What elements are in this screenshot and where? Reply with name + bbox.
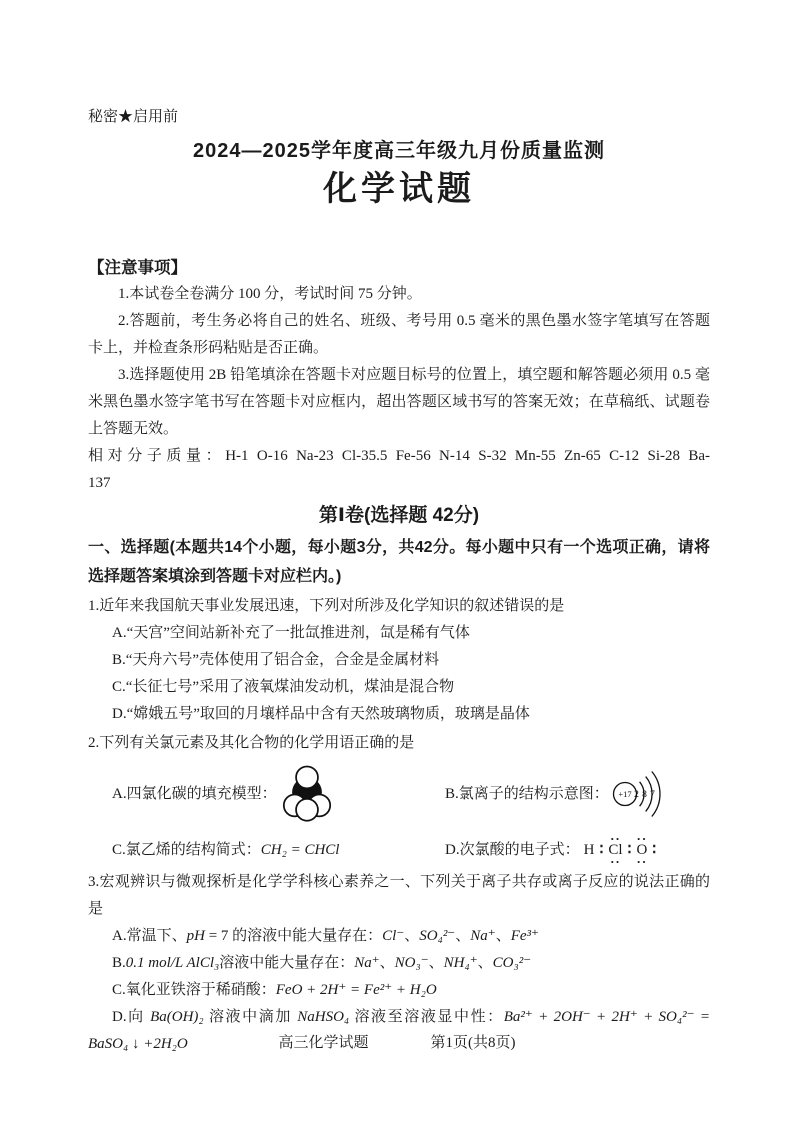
hypochlorous-acid-electron-dot-formula bbox=[583, 831, 662, 869]
question-3-option-d: D.向 Ba(OH)₂ 溶液中滴加 NaHSO₄ 溶液至溶液显中性：Ba²⁺ + 2OH⁻ + 2H⁺ + SO₄²⁻ = BaSO₄ ↓ +2H₂O bbox=[88, 1009, 710, 1052]
ccl4-space-filling-model-icon bbox=[279, 765, 335, 823]
question-2-stem: 2.下列有关氯元素及其化合物的化学用语正确的是 bbox=[88, 735, 415, 751]
electron-dot-atom-o: O bbox=[636, 842, 648, 858]
section-1-instructions: 一、选择题(本题共14个小题，每小题3分，共42分。每小题中只有一个选项正确，请将选择题答案填涂到答题卡对应栏内。) bbox=[88, 539, 710, 585]
question-1-stem: 1.近年来我国航天事业发展迅速，下列对所涉及化学知识的叙述错误的是 bbox=[88, 598, 565, 614]
molar-mass-continuation: 137 bbox=[88, 475, 111, 491]
question-1-option-a: A.“天宫”空间站新补充了一批氙推进剂，氙是稀有气体 bbox=[112, 625, 470, 641]
electron-dot-atom-h: H bbox=[583, 842, 595, 858]
question-2-options-row-1 bbox=[88, 757, 710, 831]
question-1-option-b: B.“天舟六号”壳体使用了铝合金，合金是金属材料 bbox=[112, 652, 440, 668]
footer-doc-label: 高三化学试题 bbox=[278, 1035, 369, 1051]
electron-dot-cl-stack bbox=[608, 831, 623, 869]
question-2-option-c: C.氯乙烯的结构简式： CH₂ = CHCl bbox=[112, 841, 340, 858]
notice-heading: 【注意事项】 bbox=[88, 259, 187, 277]
question-2-option-a bbox=[88, 765, 445, 823]
notice-item-3: 3.选择题使用 2B 铅笔填涂在答题卡对应题目标号的位置上，填空题和解答题必须用 0.5 毫米黑色墨水签字笔书写在答题卡对应框内，超出答题区域书写的答案无效；在草稿纸、试题卷上答题无效。 bbox=[88, 367, 710, 437]
electron-dot-atom-cl: Cl bbox=[608, 842, 623, 858]
lone-pair-dots: ·· bbox=[636, 854, 648, 869]
question-2-option-b-label: B.氯离子的结构示意图： bbox=[445, 785, 609, 802]
shell-3-electron-count: 7 bbox=[649, 790, 655, 800]
subject-title: 化学试题 bbox=[323, 170, 475, 208]
question-3-option-c: C.氧化亚铁溶于稀硝酸：FeO + 2H⁺ = Fe²⁺ + H₂O bbox=[112, 982, 437, 998]
classification-label: 秘密★启用前 bbox=[88, 109, 179, 125]
molar-mass-line: 相对分子质量：H-1 O-16 Na-23 Cl-35.5 Fe-56 N-14 S-32 Mn-55 Zn-65 C-12 Si-28 Ba- bbox=[88, 448, 710, 464]
question-3-option-b: B.0.1 mol/L AlCl₃溶液中能大量存在：Na⁺、NO₃⁻、NH₄⁺、CO₃²⁻ bbox=[112, 955, 532, 971]
shell-1-electron-count: 2 bbox=[633, 790, 639, 800]
notice-item-2: 2.答题前，考生务必将自己的姓名、班级、考号用 0.5 毫米的黑色墨水签字笔填写在答题卡上，并检查条形码粘贴是否正确。 bbox=[88, 313, 710, 356]
footer-page-label: 第1页(共8页) bbox=[430, 1035, 516, 1051]
lone-pair-dots-right: ∶ bbox=[652, 841, 657, 858]
question-3-stem: 3.宏观辨识与微观探析是化学学科核心素养之一、下列关于离子共存或离子反应的说法正确的是 bbox=[88, 874, 710, 917]
question-1-option-d: D.“嫦娥五号”取回的月壤样品中含有天然玻璃物质，玻璃是晶体 bbox=[112, 706, 530, 722]
chloride-ion-structure-diagram bbox=[611, 767, 669, 821]
exam-session-title: 2024—2025学年度高三年级九月份质量监测 bbox=[193, 140, 605, 162]
question-2-option-a-label: A.四氯化碳的填充模型： bbox=[112, 785, 277, 802]
question-1 bbox=[88, 593, 710, 728]
question-2-option-d-label: D.次氯酸的电子式： bbox=[445, 841, 580, 858]
question-2-options-row-2 bbox=[88, 833, 710, 867]
notice-item-1: 1.本试卷全卷满分 100 分，考试时间 75 分钟。 bbox=[118, 286, 422, 302]
question-1-option-c: C.“长征七号”采用了液氧煤油发动机，煤油是混合物 bbox=[112, 679, 455, 695]
page-footer bbox=[0, 1030, 794, 1057]
question-2-option-b bbox=[445, 767, 710, 821]
lone-pair-dots: ·· bbox=[610, 854, 621, 869]
question-3-option-a: A.常温下、pH = 7 的溶液中能大量存在：Cl⁻、SO₄²⁻、Na⁺、Fe³⁺ bbox=[112, 928, 539, 944]
section-1-heading: 第Ⅰ卷(选择题 42分) bbox=[318, 505, 480, 526]
bonding-pair-dots: ∶ bbox=[599, 841, 604, 858]
electron-dot-o-stack bbox=[636, 831, 648, 869]
bonding-pair-dots: ∶ bbox=[627, 841, 632, 858]
lone-pair-dots: ·· bbox=[610, 831, 621, 846]
question-2-option-d bbox=[445, 831, 710, 869]
lone-pair-dots: ·· bbox=[636, 831, 648, 846]
question-2 bbox=[88, 730, 710, 867]
nucleus-charge-label: +17 bbox=[618, 789, 632, 799]
shell-2-electron-count: 8 bbox=[641, 790, 647, 800]
